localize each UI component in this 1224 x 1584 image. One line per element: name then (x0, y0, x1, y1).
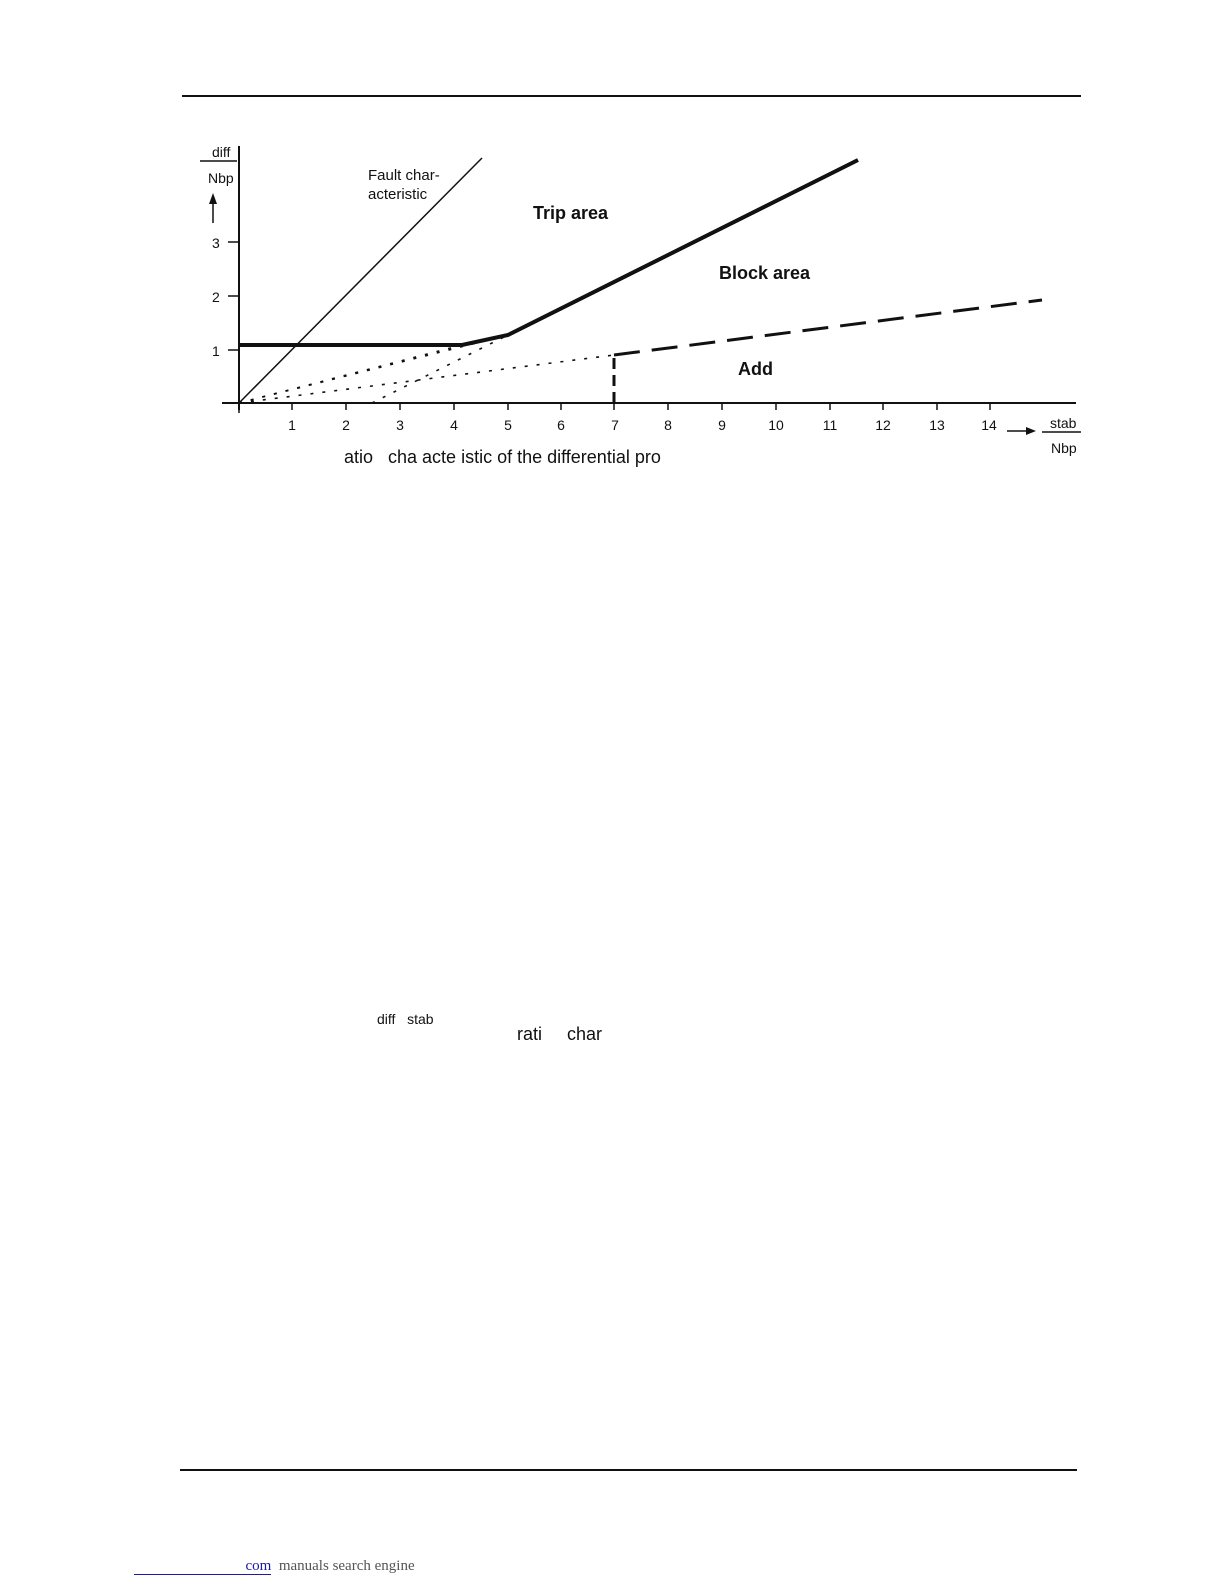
figure-caption: atio cha acte istic of the differential pro (344, 447, 661, 467)
add-on-stabilization-line (614, 300, 1042, 355)
y-arrowhead-icon (209, 193, 217, 204)
add-on-area-label: Add (738, 359, 773, 379)
x-tick-label: 4 (450, 417, 458, 433)
footer-rule (180, 1469, 1077, 1471)
y-tick-label: 3 (212, 235, 220, 251)
x-tick-label: 3 (396, 417, 404, 433)
y-tick-label: 1 (212, 343, 220, 359)
x-tick-label: 7 (611, 417, 619, 433)
x-tick-label: 8 (664, 417, 672, 433)
x-tick-label: 9 (718, 417, 726, 433)
block-area-label: Block area (719, 263, 811, 283)
x-tick-label: 10 (768, 417, 784, 433)
y-label-numerator: diff (212, 144, 231, 160)
x-label-denominator: Nbp (1051, 440, 1077, 456)
x-tick-label: 12 (875, 417, 891, 433)
fault-label-line2: acteristic (368, 186, 428, 203)
footer-link[interactable]: com (134, 1558, 272, 1575)
x-tick-label: 11 (822, 417, 838, 433)
x-ticks (239, 403, 990, 413)
x-tick-label: 14 (981, 417, 997, 433)
text-fragment-subscripts: diff stab (377, 1011, 434, 1027)
x-tick-label: 1 (288, 417, 296, 433)
trip-characteristic-line (239, 160, 858, 345)
x-tick-label: 2 (342, 417, 350, 433)
y-tick-label: 2 (212, 289, 220, 305)
y-label-denominator: Nbp (208, 170, 234, 186)
x-tick-label: 6 (557, 417, 565, 433)
footer-text: manuals search engine (271, 1558, 415, 1574)
ratio-characteristic-diagram (0, 0, 1224, 500)
x-arrowhead-icon (1026, 427, 1036, 435)
x-tick-label: 13 (929, 417, 945, 433)
trip-area-label: Trip area (533, 203, 609, 223)
x-tick-label: 5 (504, 417, 512, 433)
fault-label-line1: Fault char- (368, 167, 440, 184)
x-label-numerator: stab (1050, 415, 1077, 431)
footer (126, 1541, 415, 1575)
fault-characteristic-line (239, 158, 482, 403)
text-fragment: rati char (517, 1024, 603, 1044)
